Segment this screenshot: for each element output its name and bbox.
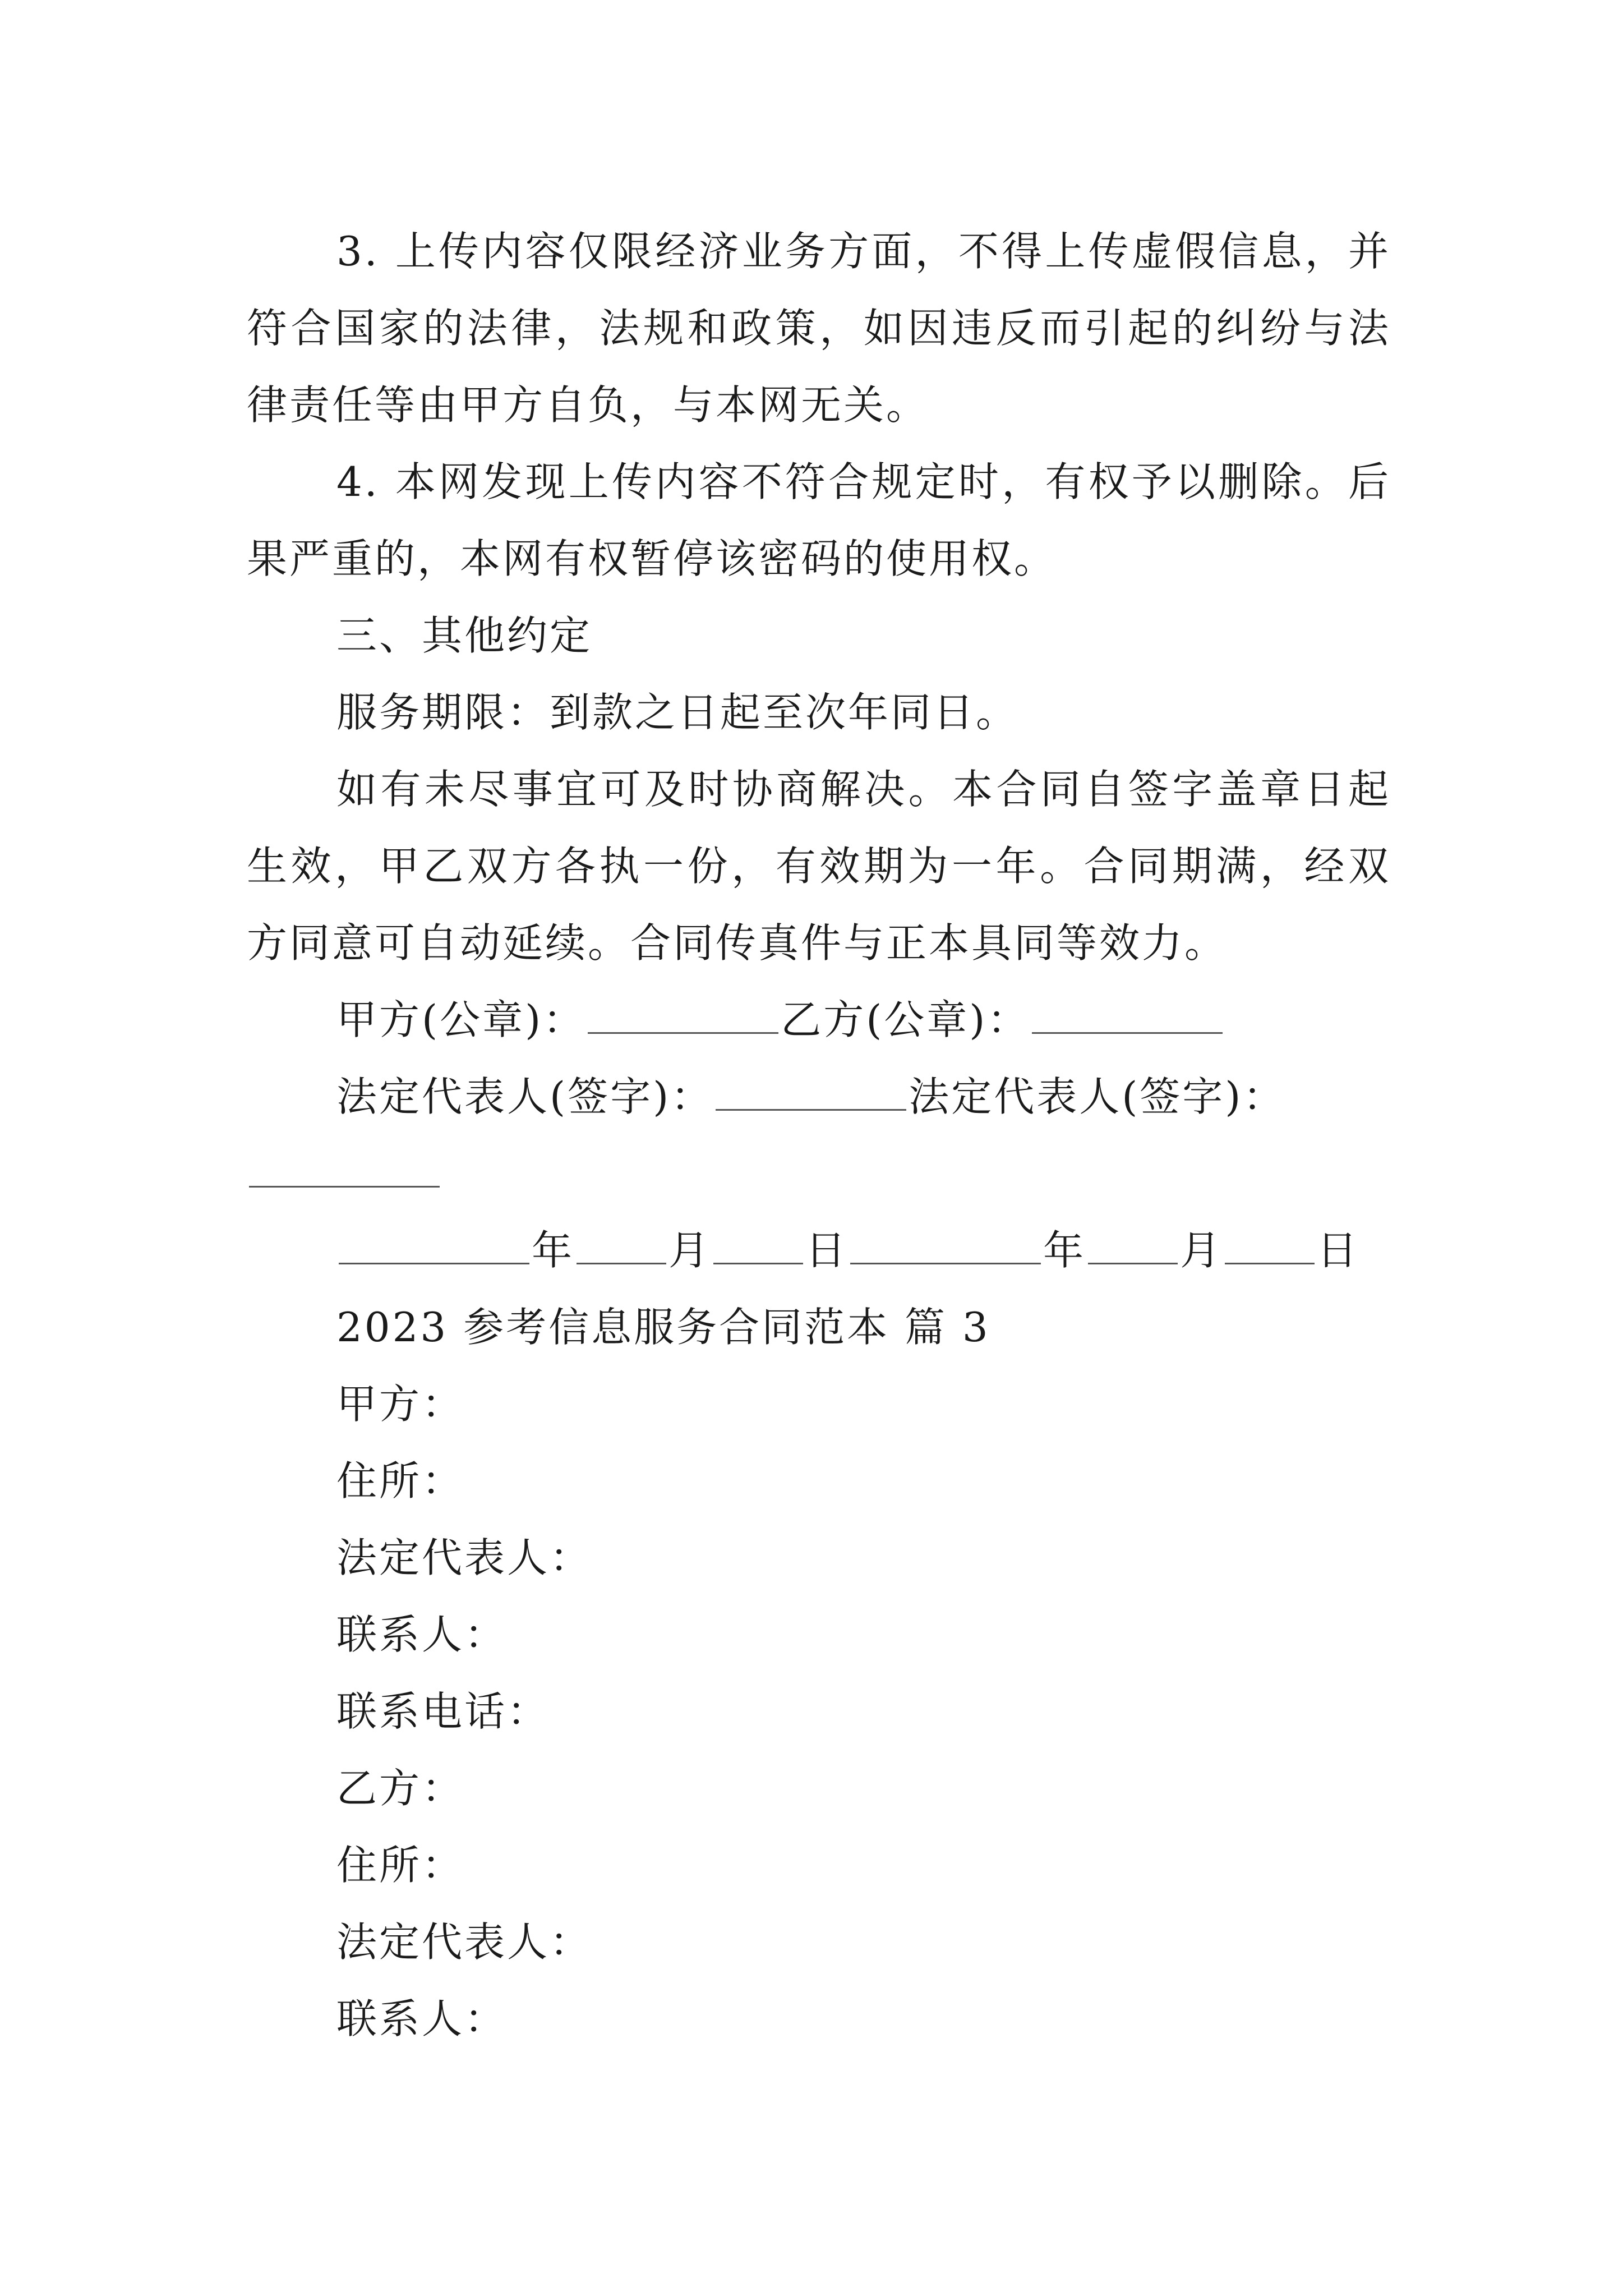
day-a-blank [713,1228,803,1264]
clause-4: 4. 本网发现上传内容不符合规定时，有权予以删除。后果严重的，本网有权暂停该密码的使用权。 [247,458,1391,582]
party-a-seal-blank [588,997,778,1034]
day-a-label: 日 [805,1227,849,1274]
phone-a-field: 联系电话： [336,1688,550,1735]
service-term: 服务期限：到款之日起至次年同日。 [336,689,1019,736]
address-a-field: 住所： [336,1457,465,1504]
contact-a-field: 联系人： [336,1611,508,1658]
document-page [247,213,1391,2058]
representative-line [247,1059,1391,1135]
year-a-label: 年 [532,1227,575,1274]
month-b-label: 月 [1180,1227,1223,1274]
year-a-blank [339,1228,529,1264]
party-b-field: 乙方： [336,1765,465,1812]
month-a-label: 月 [668,1227,712,1274]
party-b-seal-blank [1032,997,1223,1034]
year-b-label: 年 [1043,1227,1086,1274]
rep-a-label: 法定代表人(签字)： [336,1073,714,1120]
day-b-blank [1225,1228,1315,1264]
party-a-seal-label: 甲方(公章)： [336,996,586,1043]
month-b-blank [1088,1228,1178,1264]
rep-b-blank-row [247,1135,1391,1212]
clause-3: 3. 上传内容仅限经济业务方面，不得上传虚假信息，并符合国家的法律，法规和政策，如因违反而引起的纠纷与法律责任等由甲方自负，与本网无关。 [247,228,1391,429]
contact-b-field: 联系人： [336,1995,508,2042]
party-b-seal-label: 乙方(公章)： [781,996,1030,1043]
rep-b-blank [249,1151,440,1188]
seal-line [247,982,1391,1059]
party-a-field: 甲方： [336,1381,465,1428]
rep-a-blank [716,1074,906,1111]
address-b-field: 住所： [336,1842,465,1889]
rep-b-label: 法定代表人(签字)： [909,1073,1286,1120]
rep-a-field: 法定代表人： [336,1534,593,1581]
section-heading-other: 三、其他约定 [336,612,593,659]
misc-clause: 如有未尽事宜可及时协商解决。本合同自签字盖章日起生效，甲乙双方各执一份，有效期为一年。合同期满，经双方同意可自动延续。合同传真件与正本具同等效力。 [247,766,1391,967]
day-b-label: 日 [1317,1227,1360,1274]
rep-b-field: 法定代表人： [336,1918,593,1966]
contract-3-title: 2023 参考信息服务合同范本 篇 3 [336,1304,990,1351]
year-b-blank [850,1228,1041,1264]
date-line [247,1212,1391,1289]
month-a-blank [577,1228,666,1264]
